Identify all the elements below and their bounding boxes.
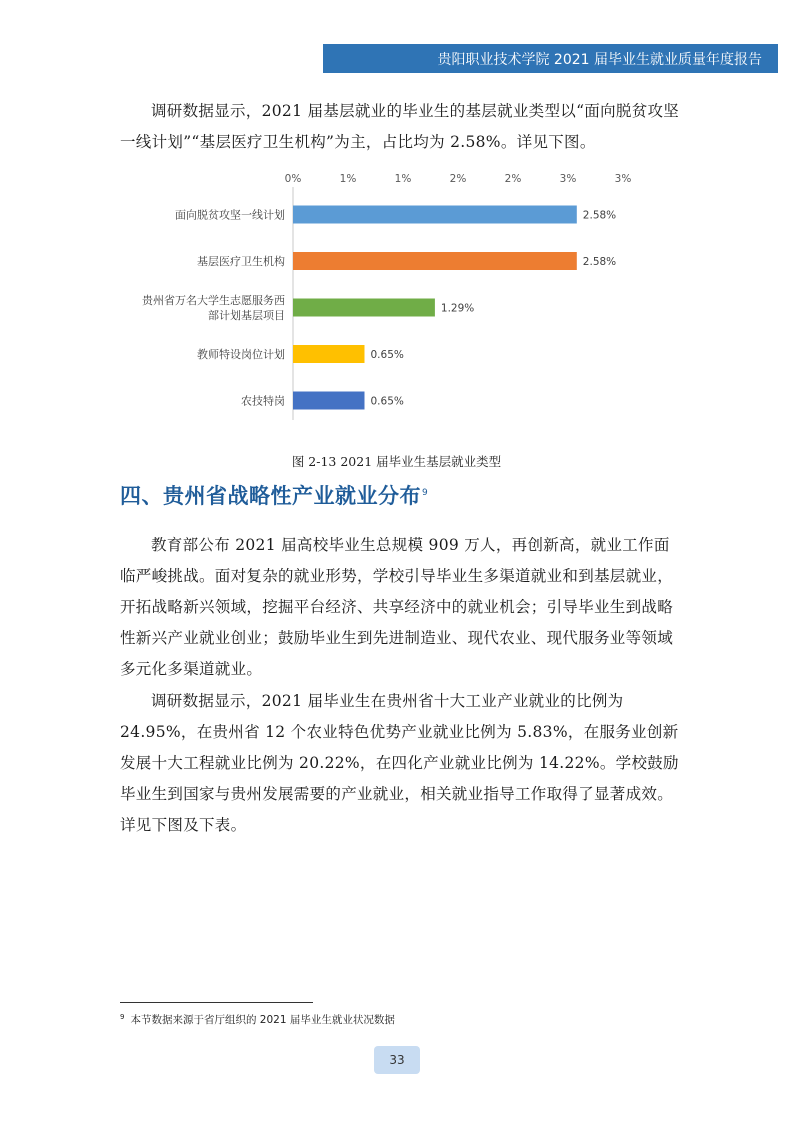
bar-value-label: 1.29% (440, 302, 475, 315)
x-tick-label: 3% (614, 173, 632, 185)
chart-bars (142, 206, 616, 410)
bar-value-label: 2.58% (582, 256, 617, 268)
page-number (374, 1046, 420, 1074)
x-axis-ticks (285, 173, 632, 185)
x-tick-label: 1% (394, 173, 412, 185)
section-heading (120, 480, 428, 510)
footnote-text: 本节数据来源于省厅组织的 2021 届毕业生就业状况数据 (130, 1014, 395, 1026)
category-label: 面向脱贫攻坚一线计划 (175, 208, 285, 222)
category-label: 贵州省万名大学生志愿服务西 (142, 294, 285, 307)
figure-caption: 图 2-13 2021 届毕业生基层就业类型 (291, 454, 502, 469)
footnote (120, 1012, 395, 1027)
bar (293, 206, 577, 224)
grassroots-employment-bar-chart (110, 165, 650, 445)
x-tick-label: 2% (504, 173, 522, 185)
x-tick-label: 1% (339, 173, 357, 185)
paragraph-survey: 调研数据显示，2021 届毕业生在贵州省十大工业产业就业的比例为 24.95%，在贵州省 12 个农业特色优势产业就业比例为 5.83%，在服务业创新发展十大工程就业比例为 20.22%，在四化产业就业比例为 14.22%。学校鼓励毕业生到国家与贵州发展需要的产业就业，相关就业指导工作取得了显著成效。详见下图及下表。 (120, 692, 679, 834)
footnote-divider (120, 1002, 313, 1003)
x-tick-label: 0% (284, 173, 302, 185)
category-label: 基层医疗卫生机构 (197, 255, 285, 268)
bar-value-label: 0.65% (370, 395, 404, 408)
x-tick-label: 2% (449, 173, 467, 185)
category-label: 农技特岗 (241, 394, 285, 408)
page-number-text: 33 (389, 1053, 405, 1067)
paragraph-intro: 调研数据显示，2021 届基层就业的毕业生的基层就业类型以“面向脱贫攻坚一线计划”“基层医疗卫生机构”为主，占比均为 2.58%。详见下图。 (120, 102, 680, 151)
section-title: 四、贵州省战略性产业就业分布 (120, 484, 421, 508)
category-label: 教师特设岗位计划 (197, 348, 285, 361)
footnote-number: 9 (120, 1012, 125, 1021)
bar (293, 345, 365, 363)
bar-value-label: 2.58% (582, 209, 617, 222)
report-header-title: 贵阳职业技术学院 2021 届毕业生就业质量年度报告 (437, 51, 762, 68)
paragraph-context: 教育部公布 2021 届高校毕业生总规模 909 万人，再创新高，就业工作面临严峻挑战。面对复杂的就业形势，学校引导毕业生多渠道就业和到基层就业，开拓战略新兴领域，挖掘平台经济、共享经济中的就业机会；引导毕业生到战略性新兴产业就业创业；鼓励毕业生到先进制造业、现代农业、现代服务业等领域多元化多渠道就业。 (120, 536, 674, 678)
bar (293, 299, 435, 317)
footnote-ref[interactable]: 9 (422, 488, 429, 498)
bar (293, 252, 577, 270)
x-tick-label: 3% (559, 173, 577, 185)
bar-value-label: 0.65% (370, 349, 404, 361)
category-label: 部计划基层项目 (208, 309, 285, 322)
bar (293, 392, 365, 410)
report-header-bar (323, 44, 778, 73)
